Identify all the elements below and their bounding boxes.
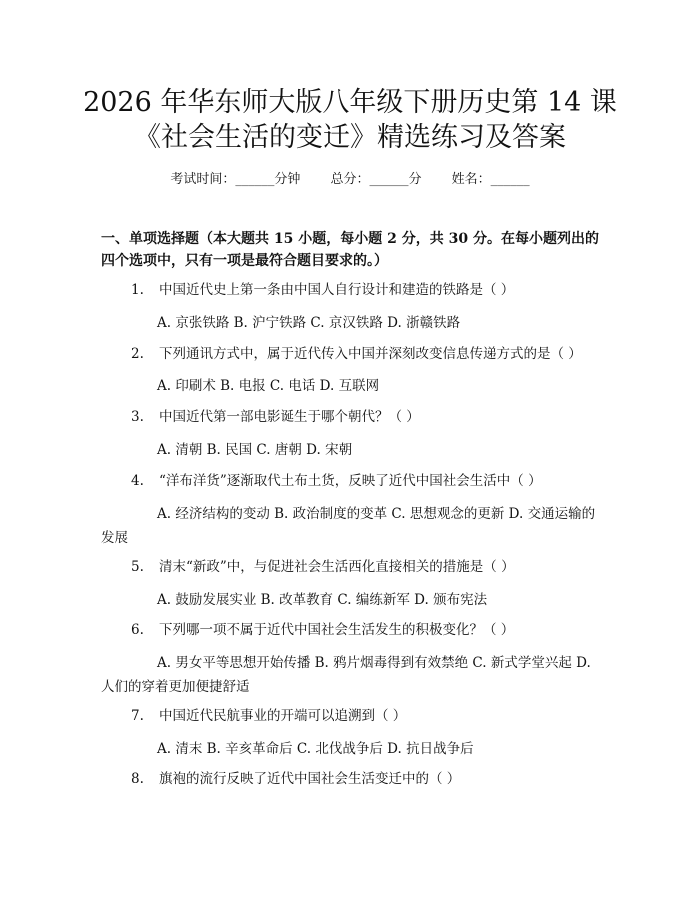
exam-time-field [170, 172, 300, 187]
exam-time-label: 考试时间： [170, 172, 236, 187]
question-text: 下列通讯方式中，属于近代传入中国并深刻改变信息传递方式的是（ ） [159, 346, 582, 362]
question-options: A. 清朝 B. 民国 C. 唐朝 D. 宋朝 [157, 442, 353, 458]
question-text: 清末“新政”中，与促进社会生活西化直接相关的措施是（ ） [159, 559, 515, 575]
question-text: 下列哪一项不属于近代中国社会生活发生的积极变化？（ ） [159, 622, 515, 638]
student-name-label: 姓名： [451, 172, 491, 187]
question-stem [101, 407, 601, 427]
question-stem [101, 620, 601, 640]
exam-time-blank: ______ [235, 172, 275, 187]
question-text: 中国近代民航事业的开端可以追溯到（ ） [159, 708, 407, 724]
student-name-blank: ______ [490, 172, 530, 187]
total-score-unit: 分 [408, 172, 422, 187]
question-text: 中国近代第一部电影诞生于哪个朝代？（ ） [159, 409, 420, 425]
question-stem [101, 769, 601, 789]
question-stem [101, 557, 601, 577]
total-score-label: 总分： [330, 172, 370, 187]
question-stem [101, 344, 601, 364]
question-number: 7. [131, 708, 144, 724]
question-stem [101, 280, 601, 300]
question-options: A. 经济结构的变动 B. 政治制度的变革 C. 思想观念的更新 D. 交通运输的发展 [101, 506, 596, 546]
document-title-line-2: 《社会生活的变迁》精选练习及答案 [134, 122, 566, 153]
question-options: A. 清末 B. 辛亥革命后 C. 北伐战争后 D. 抗日战争后 [157, 741, 474, 757]
exam-info-line [0, 171, 700, 189]
section-heading: 一、单项选择题（本大题共 15 小题，每小题 2 分，共 30 分。在每小题列出的四个选项中，只有一项是最符合题目要求的。） [101, 231, 599, 269]
question-text: 旗袍的流行反映了近代中国社会生活变迁中的（ ） [159, 771, 461, 787]
question-text: 中国近代史上第一条由中国人自行设计和建造的铁路是（ ） [159, 282, 515, 298]
question-options: A. 印刷术 B. 电报 C. 电话 D. 互联网 [157, 378, 380, 394]
document-title-line-1: 2026 年华东师大版八年级下册历史第 14 课 [83, 87, 617, 118]
total-score-blank: ______ [369, 172, 409, 187]
question-number: 8. [131, 771, 144, 787]
question-number: 3. [131, 409, 144, 425]
question-options: A. 男女平等思想开始传播 B. 鸦片烟毒得到有效禁绝 C. 新式学堂兴起 D. 人们的穿着更加便捷舒适 [101, 655, 591, 695]
question-stem [101, 706, 601, 726]
question-stem [101, 471, 601, 491]
question-options: A. 鼓励发展实业 B. 改革教育 C. 编练新军 D. 颁布宪法 [157, 592, 488, 608]
question-text: “洋布洋货”逐渐取代土布土货，反映了近代中国社会生活中（ ） [159, 473, 542, 489]
question-number: 2. [131, 346, 144, 362]
student-name-field [452, 172, 530, 187]
exam-time-unit: 分钟 [274, 172, 301, 187]
question-number: 4. [131, 473, 144, 489]
question-options: A. 京张铁路 B. 沪宁铁路 C. 京汉铁路 D. 浙赣铁路 [157, 315, 461, 331]
question-number: 5. [131, 559, 144, 575]
question-number: 1. [131, 282, 144, 298]
total-score-field [330, 172, 421, 187]
question-number: 6. [131, 622, 144, 638]
